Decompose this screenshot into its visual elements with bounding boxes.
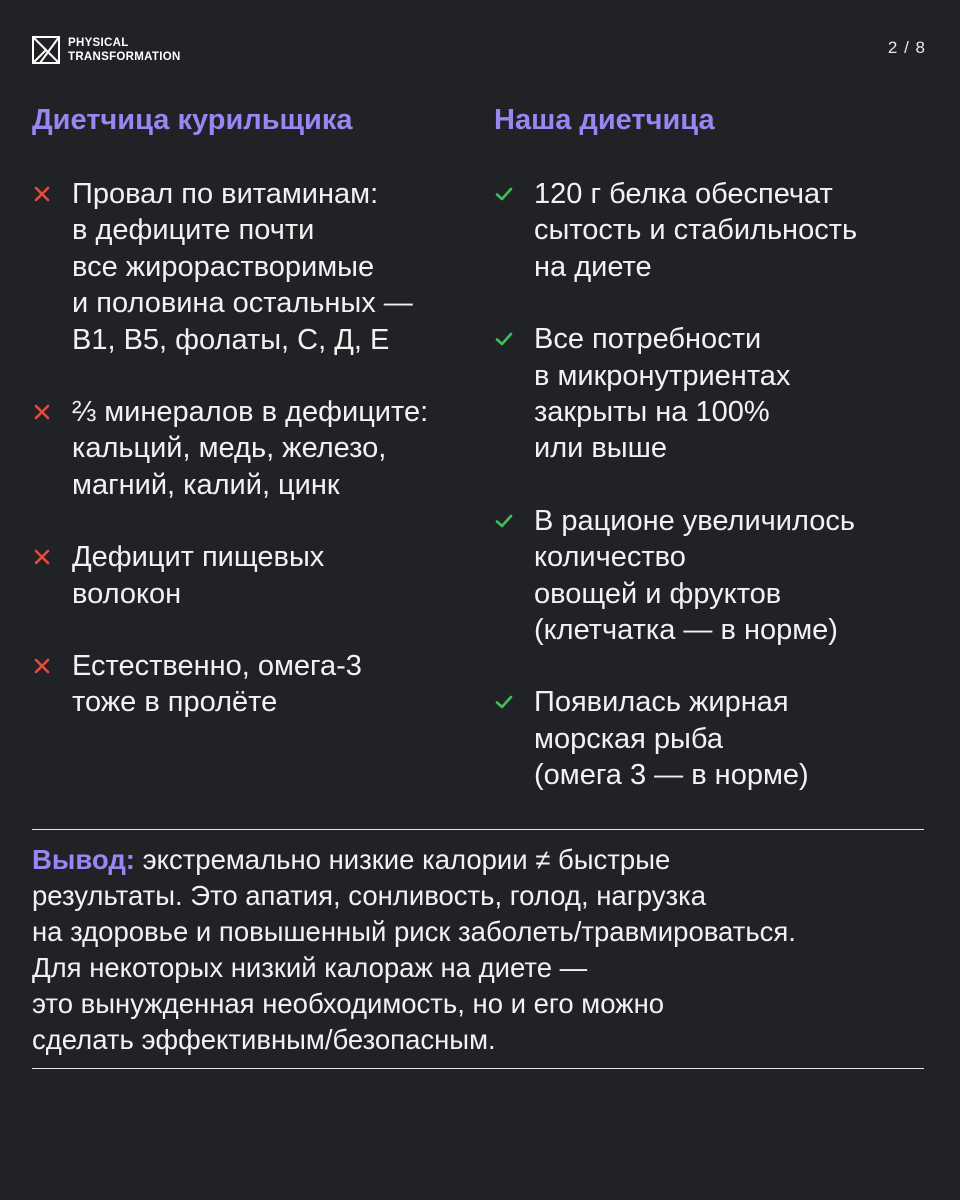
- page-counter: 2 / 8: [887, 38, 926, 57]
- list-item: [494, 503, 934, 649]
- list-item: [32, 648, 472, 721]
- list-item: [494, 176, 934, 285]
- list-item-text: Появилась жирная морская рыба (омега 3 — в норме): [534, 686, 809, 792]
- check-icon: [494, 503, 534, 531]
- list-item: [32, 394, 472, 503]
- check-icon: [494, 321, 534, 349]
- logo-line-2: TRANSFORMATION: [68, 51, 181, 63]
- list-item: [494, 321, 934, 467]
- list-item-text: Все потребности в микронутриентах закрыты на 100% или выше: [534, 323, 791, 465]
- divider: [32, 1068, 924, 1069]
- list-item-text: Дефицит пищевых волокон: [72, 541, 325, 610]
- check-icon: [494, 176, 534, 204]
- list-item-text: Естественно, омега-3 тоже в пролёте: [72, 650, 362, 719]
- list-item-text: ⅔ минералов в дефиците: кальций, медь, железо, магний, калий, цинк: [72, 396, 429, 501]
- conclusion: [32, 842, 942, 1058]
- header: [32, 36, 926, 66]
- list-item: [32, 176, 472, 358]
- cross-icon: [32, 648, 72, 676]
- logo-icon: [32, 36, 60, 64]
- list-item: [494, 684, 934, 793]
- conclusion-text: экстремально низкие калории ≠ быстрые результаты. Это апатия, сонливость, голод, нагрузка на здоровье и повышенный риск заболеть/травмироваться. Для некоторых низкий калораж на диете — это вынужденная необходимость, но и его можно сделать эффективным/безопасным.: [32, 844, 796, 1055]
- smoker-diet-column: [32, 100, 472, 757]
- list-item-text: В рационе увеличилось количество овощей и фруктов (клетчатка — в норме): [534, 504, 855, 647]
- logo-text: [68, 36, 181, 64]
- smoker-diet-title: Диетчица курильщика: [32, 104, 353, 136]
- divider: [32, 829, 924, 830]
- our-diet-title: Наша диетчица: [494, 104, 715, 136]
- logo: [32, 36, 181, 64]
- our-diet-column: [494, 100, 934, 830]
- cross-icon: [32, 539, 72, 567]
- list-item-text: Провал по витаминам: в дефиците почти все жирорастворимые и половина остальных — B1, B5, фолаты, C, Д, Е: [72, 178, 413, 356]
- conclusion-label: Вывод:: [32, 844, 135, 875]
- logo-line-1: PHYSICAL: [68, 37, 129, 49]
- cross-icon: [32, 394, 72, 422]
- our-diet-list: [494, 176, 934, 794]
- cross-icon: [32, 176, 72, 204]
- list-item-text: 120 г белка обеспечат сытость и стабильность на диете: [534, 178, 858, 283]
- list-item: [32, 539, 472, 612]
- smoker-diet-list: [32, 176, 472, 721]
- check-icon: [494, 684, 534, 712]
